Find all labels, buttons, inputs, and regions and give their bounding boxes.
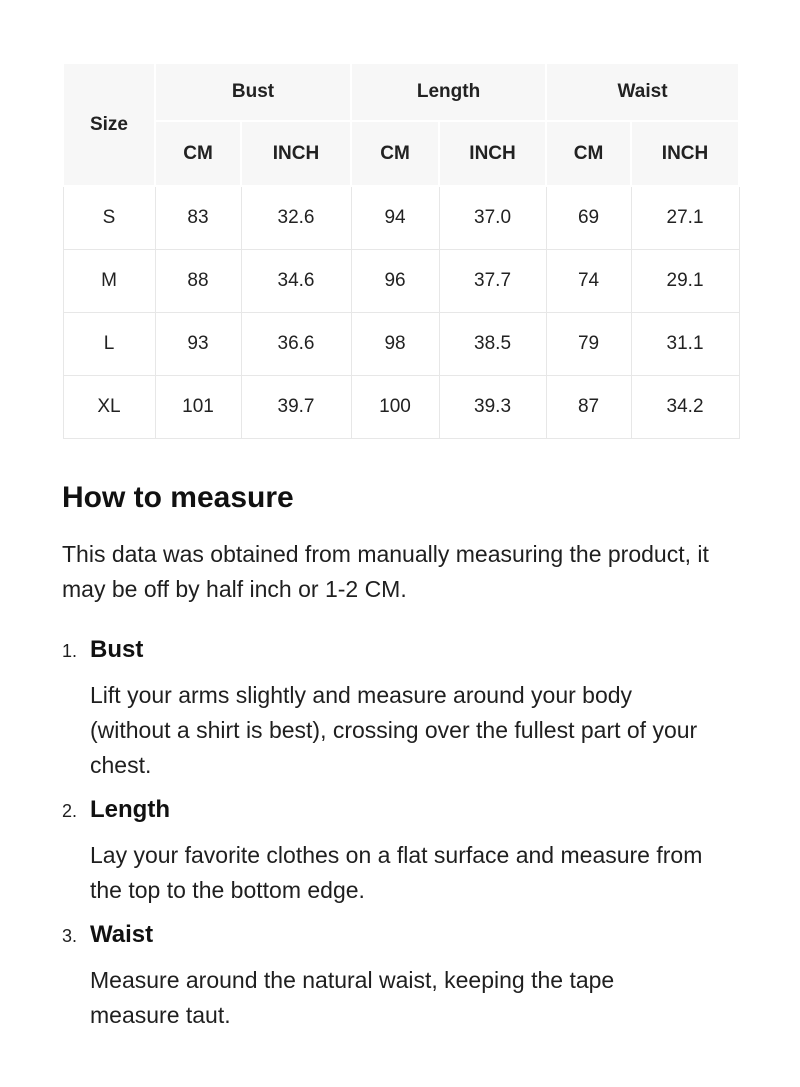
- measurement-cell: 38.5: [439, 312, 546, 375]
- step-term: Length: [90, 795, 170, 823]
- step-number: 1.: [62, 640, 78, 661]
- size-cell: S: [63, 186, 155, 249]
- list-item-length: [62, 795, 738, 908]
- column-header-length-cm: CM: [351, 121, 439, 186]
- measurement-cell: 37.0: [439, 186, 546, 249]
- measurement-cell: 31.1: [631, 312, 739, 375]
- measurement-cell: 37.7: [439, 249, 546, 312]
- table-row-l: [63, 312, 739, 375]
- measurement-cell: 83: [155, 186, 241, 249]
- column-header-waist: Waist: [546, 63, 739, 121]
- step-number: 2.: [62, 800, 78, 821]
- step-number: 3.: [62, 925, 78, 946]
- measurement-cell: 96: [351, 249, 439, 312]
- measure-steps-list: [62, 635, 738, 1033]
- measurement-cell: 87: [546, 375, 631, 438]
- measurement-cell: 36.6: [241, 312, 351, 375]
- size-chart-table: [62, 62, 740, 439]
- measurement-cell: 69: [546, 186, 631, 249]
- size-cell: XL: [63, 375, 155, 438]
- measurement-cell: 32.6: [241, 186, 351, 249]
- measurement-cell: 88: [155, 249, 241, 312]
- table-sub-header-row: [63, 121, 739, 186]
- measurement-cell: 74: [546, 249, 631, 312]
- step-term: Waist: [90, 920, 154, 948]
- measurement-cell: 79: [546, 312, 631, 375]
- how-to-measure-title: How to measure: [62, 480, 294, 514]
- column-header-bust-cm: CM: [155, 121, 241, 186]
- column-header-length: Length: [351, 63, 546, 121]
- step-description: Measure around the natural waist, keeping the tape measure taut.: [90, 966, 615, 1028]
- step-heading: [62, 795, 738, 826]
- step-description: Lay your favorite clothes on a flat surface and measure from the top to the bottom edge.: [90, 841, 703, 903]
- measurement-cell: 39.3: [439, 375, 546, 438]
- measurement-cell: 100: [351, 375, 439, 438]
- column-header-bust-inch: INCH: [241, 121, 351, 186]
- list-item-bust: [62, 635, 738, 783]
- table-row-xl: [63, 375, 739, 438]
- measurement-cell: 98: [351, 312, 439, 375]
- column-header-waist-cm: CM: [546, 121, 631, 186]
- measurement-cell: 93: [155, 312, 241, 375]
- measurement-cell: 29.1: [631, 249, 739, 312]
- measure-disclaimer-text: This data was obtained from manually measuring the product, it may be off by half inch or 1-2 CM.: [62, 540, 709, 602]
- step-description: Lift your arms slightly and measure around your body (without a shirt is best), crossing over the fullest part of your chest.: [90, 681, 698, 778]
- measurement-cell: 101: [155, 375, 241, 438]
- table-row-m: [63, 249, 739, 312]
- step-term: Bust: [90, 635, 144, 663]
- measurement-cell: 39.7: [241, 375, 351, 438]
- list-item-waist: [62, 920, 738, 1033]
- column-header-size: Size: [63, 63, 155, 186]
- measurement-cell: 34.2: [631, 375, 739, 438]
- table-row-s: [63, 186, 739, 249]
- column-header-bust: Bust: [155, 63, 351, 121]
- table-group-header-row: [63, 63, 739, 121]
- column-header-waist-inch: INCH: [631, 121, 739, 186]
- step-heading: [62, 920, 738, 951]
- step-heading: [62, 635, 738, 666]
- measurement-cell: 27.1: [631, 186, 739, 249]
- column-header-length-inch: INCH: [439, 121, 546, 186]
- measurement-cell: 34.6: [241, 249, 351, 312]
- size-cell: M: [63, 249, 155, 312]
- size-cell: L: [63, 312, 155, 375]
- measurement-cell: 94: [351, 186, 439, 249]
